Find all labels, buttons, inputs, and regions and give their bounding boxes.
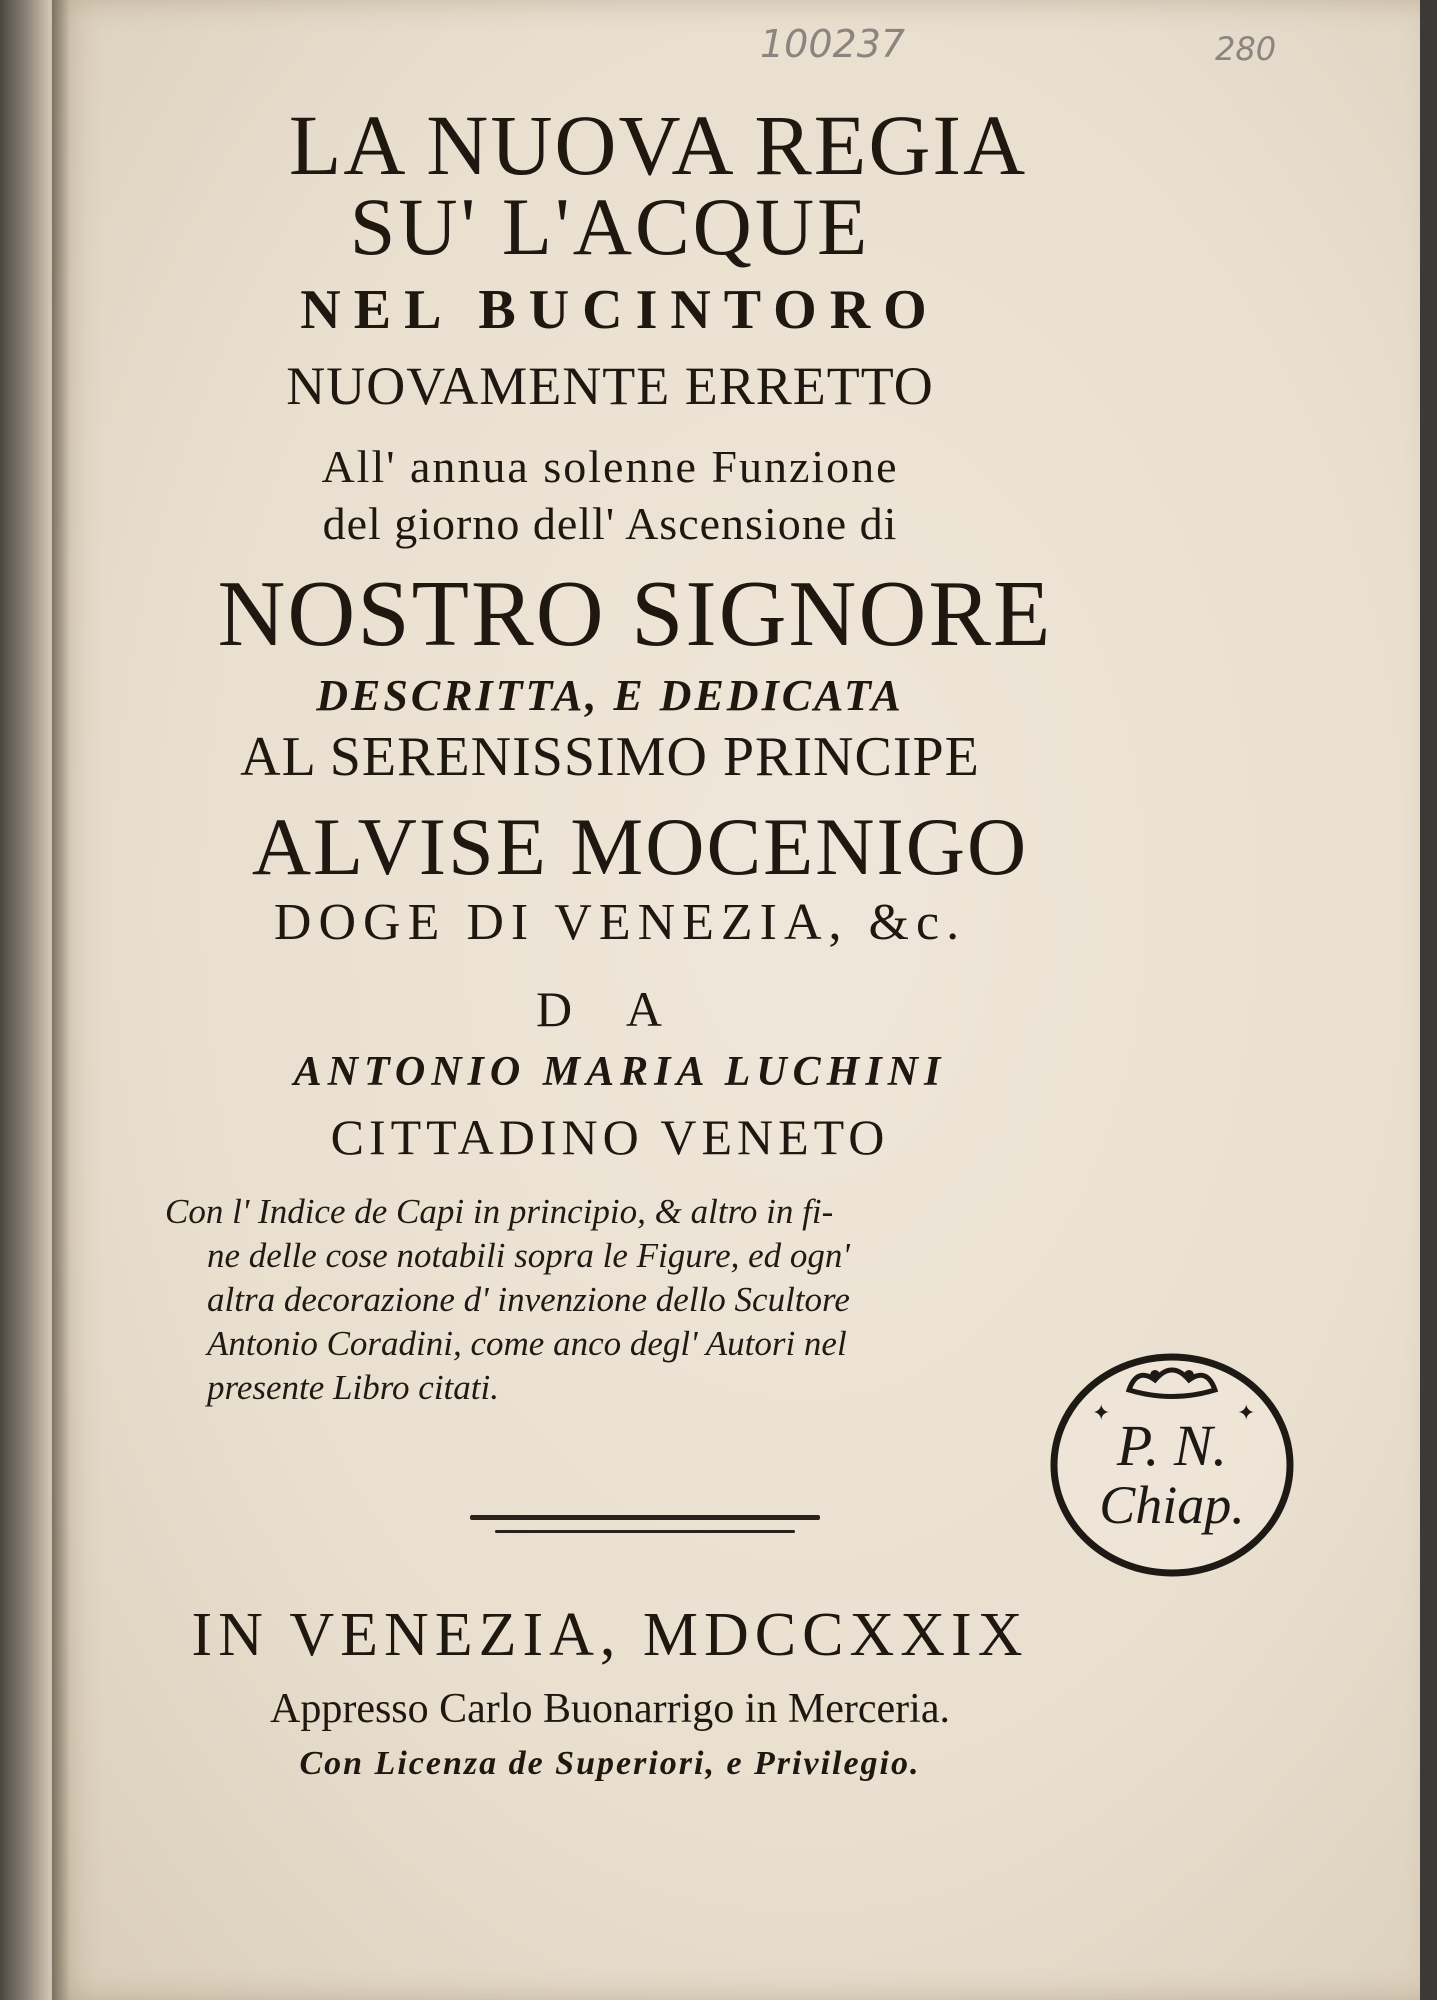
title-line-12: D A	[536, 981, 684, 1037]
ornamental-rule-bottom	[495, 1530, 795, 1533]
svg-text:✦: ✦	[1092, 1400, 1111, 1425]
pencil-catalog-number: 100237	[760, 22, 906, 66]
title-line-14: CITTADINO VENETO	[330, 1109, 890, 1165]
svg-text:✦: ✦	[1237, 1400, 1256, 1425]
title-line-9: AL SERENISSIMO PRINCIPE	[240, 726, 980, 788]
title-line-2: SU' L'ACQUE	[349, 181, 871, 272]
ornamental-rule-top	[470, 1515, 820, 1520]
title-line-6: del giorno dell' Ascensione di	[322, 498, 898, 549]
imprint-license: Con Licenza de Superiori, e Privilegio.	[299, 1745, 921, 1782]
title-line-8: DESCRITTA, E DEDICATA	[316, 671, 904, 720]
note-line-1: Con l' Indice de Capi in principio, & altro in fi-	[165, 1192, 834, 1231]
title-line-5: All' annua solenne Funzione	[321, 441, 899, 492]
note-line-4: Antonio Coradini, come anco degl' Autori nel	[207, 1324, 847, 1363]
imprint-place-date: IN VENEZIA, MDCCXXIX	[191, 1601, 1029, 1669]
note-line-5: presente Libro citati.	[207, 1368, 499, 1407]
stamp-initials: P. N.	[1116, 1413, 1228, 1478]
title-line-7: NOSTRO SIGNORE	[217, 562, 1053, 666]
note-line-3: altra decorazione d' invenzione dello Scultore	[207, 1280, 850, 1319]
title-line-11: DOGE DI VENEZIA, &c.	[273, 894, 967, 951]
imprint-printer: Appresso Carlo Buonarrigo in Merceria.	[270, 1686, 950, 1732]
title-line-3: NEL BUCINTORO	[300, 279, 940, 341]
owner-stamp	[1047, 1345, 1297, 1580]
title-line-13: ANTONIO MARIA LUCHINI	[293, 1049, 947, 1095]
note-line-2: ne delle cose notabili sopra le Figure, ed ogn'	[207, 1236, 850, 1275]
title-line-1: LA NUOVA REGIA	[288, 97, 1028, 193]
stamp-name: Chiap.	[1099, 1475, 1245, 1535]
title-line-10: ALVISE MOCENIGO	[251, 801, 1029, 892]
title-line-4: NUOVAMENTE ERRETTO	[286, 356, 934, 416]
pencil-price: 280	[1215, 30, 1277, 68]
contents-note	[165, 1190, 1145, 1410]
